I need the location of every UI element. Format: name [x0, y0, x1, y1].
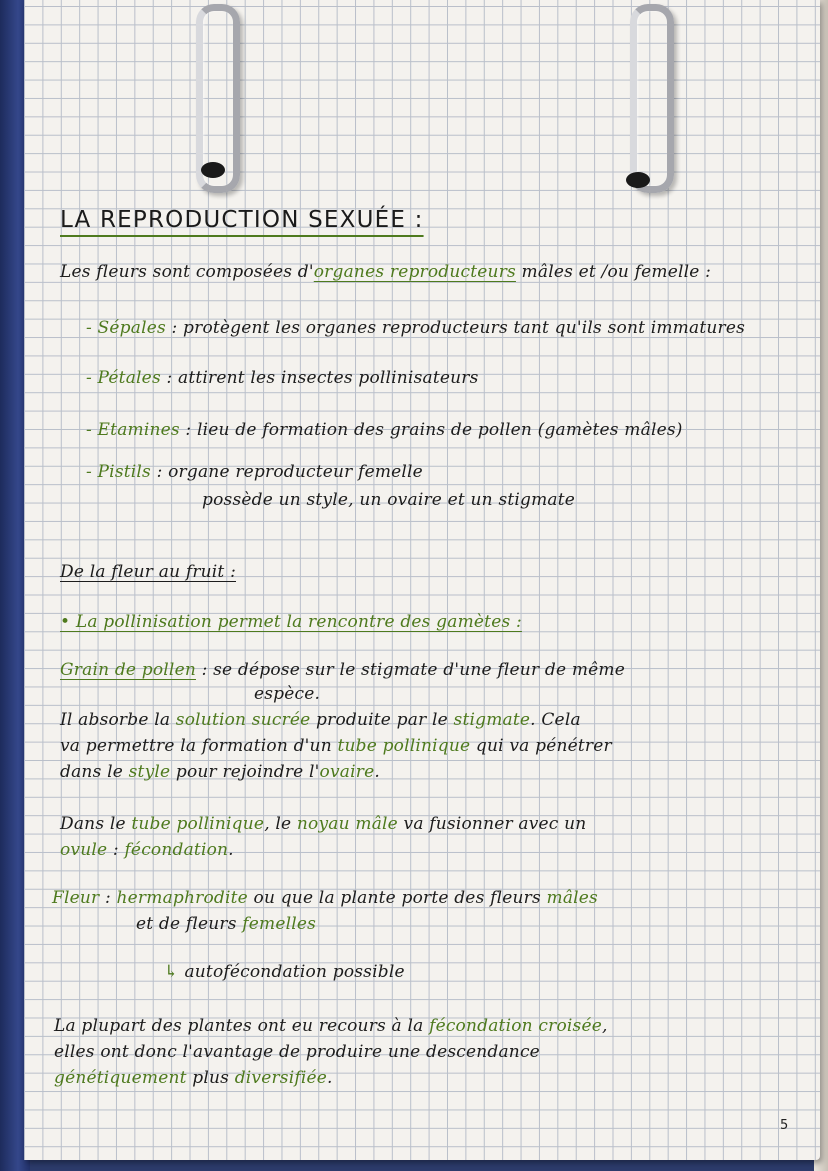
part-sep: :: [165, 318, 184, 338]
text: va permettre la formation d'un: [60, 736, 338, 756]
part-desc: protègent les organes reproducteurs tant qu'ils sont immatures: [183, 318, 746, 338]
text: autofécondation possible: [184, 962, 405, 982]
highlight: style: [128, 762, 171, 782]
grain-line-2: espèce.: [254, 684, 321, 704]
arrow-icon: ↳: [164, 962, 179, 982]
intro-text: Les fleurs sont composées d': [60, 262, 314, 282]
text: .: [327, 1068, 333, 1088]
part-desc: attirent les insectes pollinisateurs: [178, 368, 479, 388]
notebook-page: [24, 0, 820, 1160]
part-desc: organe reproducteur femelle: [168, 462, 423, 482]
tube-line-1: [60, 814, 586, 834]
highlight: hermaphrodite: [116, 888, 248, 908]
subheading: • La pollinisation permet la rencontre des gamètes :: [60, 612, 522, 632]
text: :: [99, 888, 117, 908]
binder-ring-right: [630, 4, 674, 193]
fleur-line-2: [136, 914, 316, 934]
highlight: solution sucrée: [175, 710, 311, 730]
conclusion-line-1: [54, 1016, 608, 1036]
page-number: 5: [780, 1118, 789, 1133]
intro-highlight: organes reproducteurs: [313, 262, 516, 282]
conclusion-line-2: elles ont donc l'avantage de produire une descendance: [54, 1042, 540, 1062]
fleur-consequence: [164, 962, 405, 982]
text: pour rejoindre l': [170, 762, 320, 782]
part-sep: :: [160, 368, 179, 388]
text: ,: [601, 1016, 608, 1036]
part-pistils-desc2: possède un style, un ovaire et un stigmate: [202, 490, 576, 510]
part-petales: [86, 368, 479, 388]
intro-text-end: mâles et /ou femelle :: [515, 262, 712, 282]
page-title: LA REPRODUCTION SEXUÉE :: [60, 207, 424, 233]
highlight: génétiquement: [54, 1068, 187, 1088]
fleur-line-1: [52, 888, 598, 908]
grain-term: Grain de pollen: [60, 660, 196, 680]
highlight: fécondation croisée: [429, 1016, 602, 1036]
ring-hole-left: [201, 162, 225, 178]
text: Il absorbe la: [60, 710, 176, 730]
text: .: [228, 840, 234, 860]
part-etamines: [86, 420, 683, 440]
absorbe-line-3: [60, 762, 380, 782]
text: La plupart des plantes ont eu recours à la: [54, 1016, 430, 1036]
highlight: ovule: [60, 840, 108, 860]
part-term: - Sépales: [86, 318, 166, 338]
highlight: tube pollinique: [337, 736, 471, 756]
fleur-term: Fleur: [52, 888, 100, 908]
text: dans le: [60, 762, 129, 782]
grain-text: : se dépose sur le stigmate d'une fleur de même: [195, 660, 625, 680]
part-pistils: [86, 462, 423, 482]
part-sep: :: [179, 420, 197, 440]
grain-line: [60, 660, 625, 680]
part-term: - Pistils: [86, 462, 151, 482]
tube-line-2: [60, 840, 234, 860]
ring-hole-right: [626, 172, 650, 188]
section-heading: De la fleur au fruit :: [60, 562, 236, 582]
highlight: diversifiée: [234, 1068, 328, 1088]
intro-line: [60, 262, 711, 282]
text: qui va pénétrer: [470, 736, 612, 756]
text: .: [374, 762, 380, 782]
text: ou que la plante porte des fleurs: [247, 888, 547, 908]
part-sep: :: [150, 462, 169, 482]
text: plus: [186, 1068, 235, 1088]
text: :: [107, 840, 125, 860]
highlight: mâles: [546, 888, 598, 908]
absorbe-line-2: [60, 736, 612, 756]
part-desc: lieu de formation des grains de pollen (gamètes mâles): [196, 420, 683, 440]
highlight: fécondation: [124, 840, 229, 860]
absorbe-line-1: [60, 710, 581, 730]
part-term: - Pétales: [86, 368, 161, 388]
part-sepales: [86, 318, 745, 338]
part-term: - Etamines: [86, 420, 180, 440]
highlight: stigmate: [453, 710, 531, 730]
text: , le: [264, 814, 297, 834]
highlight: noyau mâle: [296, 814, 398, 834]
highlight: femelles: [242, 914, 317, 934]
highlight: tube pollinique: [131, 814, 265, 834]
conclusion-line-3: [54, 1068, 333, 1088]
text: . Cela: [530, 710, 581, 730]
text: va fusionner avec un: [397, 814, 587, 834]
text: Dans le: [60, 814, 132, 834]
text: produite par le: [310, 710, 454, 730]
highlight: ovaire: [319, 762, 375, 782]
text: et de fleurs: [136, 914, 243, 934]
